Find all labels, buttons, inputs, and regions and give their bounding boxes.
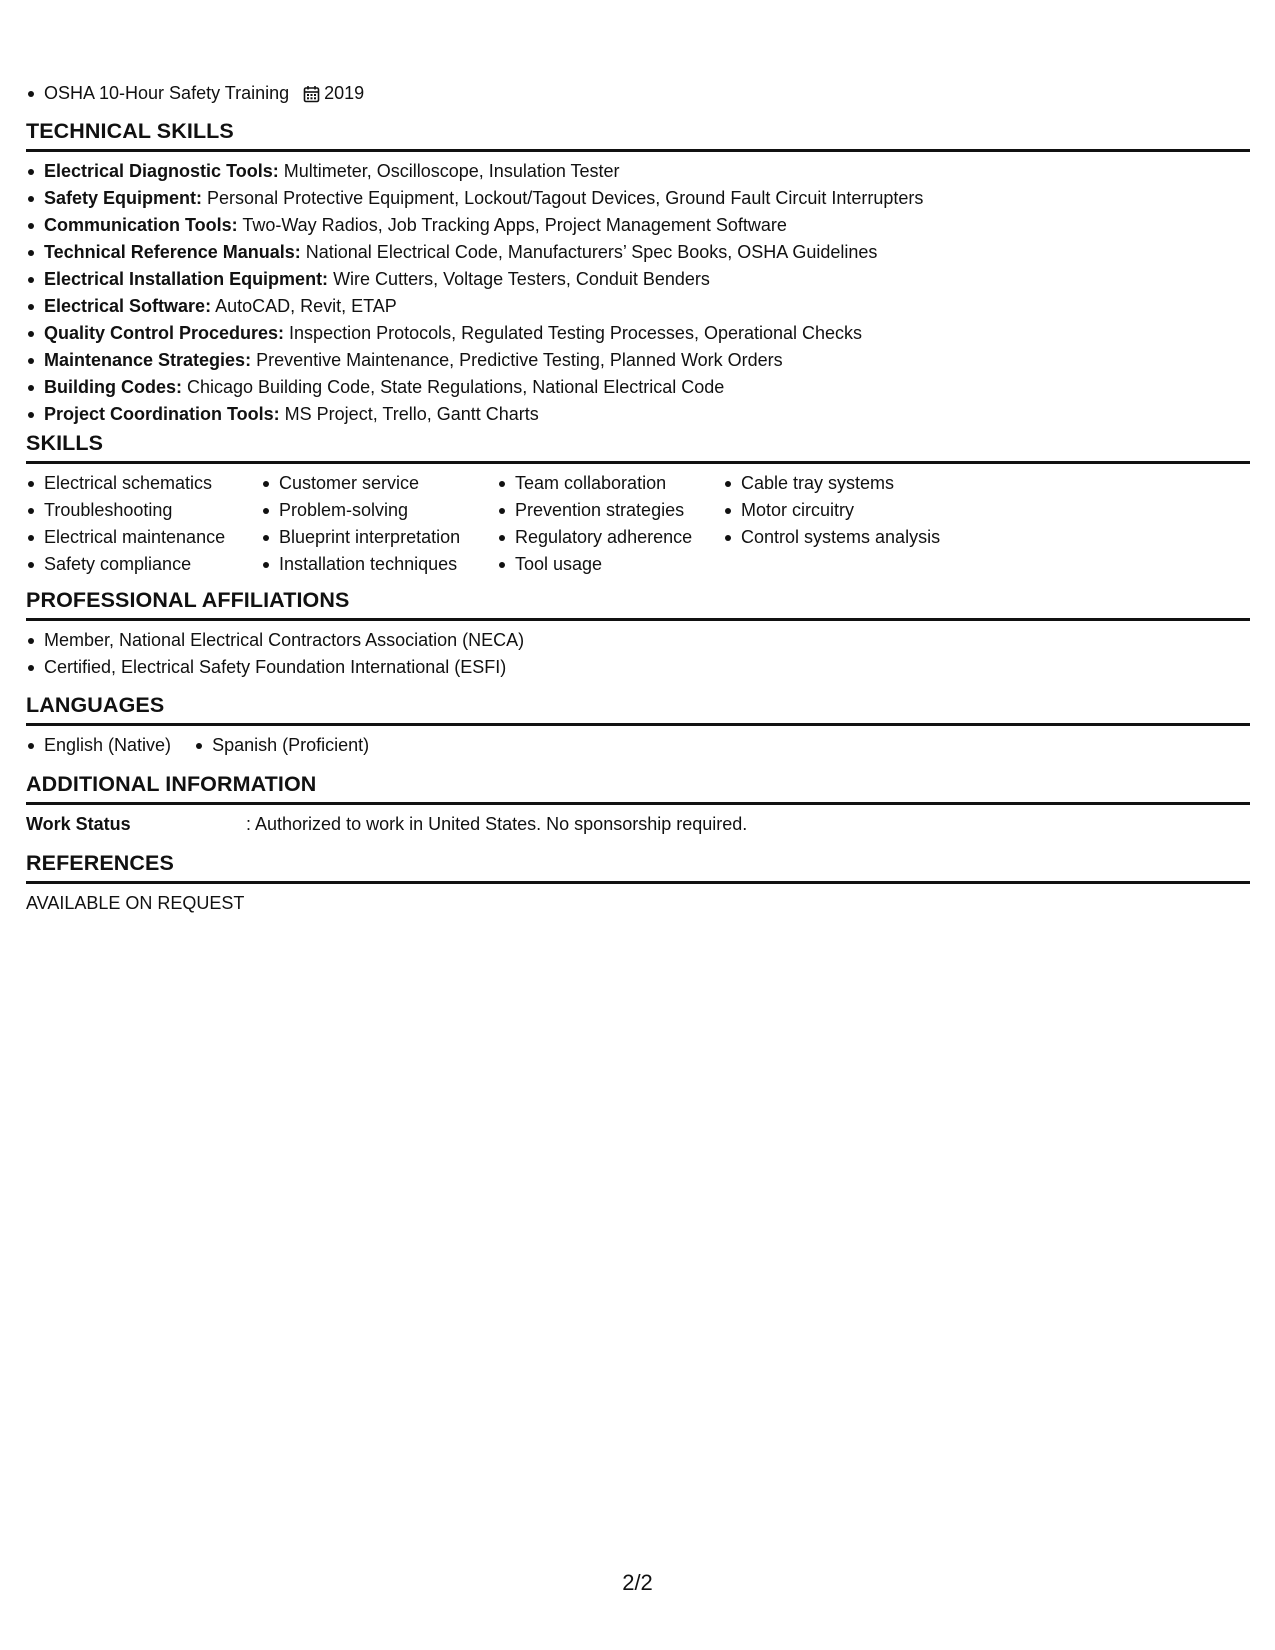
list-item: Team collaboration <box>497 470 723 497</box>
additional-info-section <box>26 771 1250 837</box>
list-item: Blueprint interpretation <box>261 524 497 551</box>
list-item: English (Native) <box>26 732 171 759</box>
skill-category: Building Codes: <box>44 377 182 397</box>
skills-column <box>26 470 261 578</box>
section-divider <box>26 723 1250 726</box>
section-divider <box>26 802 1250 805</box>
list-item: Regulatory adherence <box>497 524 723 551</box>
skill-category: Technical Reference Manuals: <box>44 242 301 262</box>
certification-year: 2019 <box>324 83 365 103</box>
references-text: AVAILABLE ON REQUEST <box>26 893 245 913</box>
list-item <box>26 158 1250 185</box>
skills-column <box>497 470 723 578</box>
skill-values: Wire Cutters, Voltage Testers, Conduit Benders <box>328 269 710 289</box>
skill-category: Electrical Diagnostic Tools: <box>44 161 279 181</box>
skill-category: Safety Equipment: <box>44 188 203 208</box>
certification-item <box>26 80 364 107</box>
section-title: ADDITIONAL INFORMATION <box>26 772 317 796</box>
skill-values: Multimeter, Oscilloscope, Insulation Tester <box>278 161 620 181</box>
skill-values: Preventive Maintenance, Predictive Testing, Planned Work Orders <box>251 350 783 370</box>
list-item <box>26 293 1250 320</box>
skills-column <box>261 470 497 578</box>
page-number: 2/2 <box>622 1570 653 1595</box>
list-item: Problem-solving <box>261 497 497 524</box>
section-title: REFERENCES <box>26 851 174 875</box>
section-title: PROFESSIONAL AFFILIATIONS <box>26 588 350 612</box>
affiliations-section <box>26 587 1250 681</box>
certification-name: OSHA 10-Hour Safety Training <box>44 83 290 103</box>
list-item <box>26 239 1250 266</box>
work-status-row <box>26 811 1250 837</box>
calendar-icon <box>303 85 320 103</box>
list-item: Certified, Electrical Safety Foundation International (ESFI) <box>26 654 1250 681</box>
skill-values: Two-Way Radios, Job Tracking Apps, Project Management Software <box>237 215 787 235</box>
list-item <box>26 185 1250 212</box>
technical-skills-list <box>26 158 1250 428</box>
list-item: Safety compliance <box>26 551 261 578</box>
list-item: Electrical schematics <box>26 470 261 497</box>
list-item <box>26 347 1250 374</box>
list-item: Electrical maintenance <box>26 524 261 551</box>
list-item: Motor circuitry <box>723 497 983 524</box>
skill-values: National Electrical Code, Manufacturers’ Spec Books, OSHA Guidelines <box>300 242 878 262</box>
list-item <box>26 266 1250 293</box>
section-divider <box>26 149 1250 152</box>
skills-section <box>26 430 1250 578</box>
skill-values: Inspection Protocols, Regulated Testing Processes, Operational Checks <box>284 323 863 343</box>
list-item: Member, National Electrical Contractors Association (NECA) <box>26 627 1250 654</box>
skill-category: Quality Control Procedures: <box>44 323 285 343</box>
list-item: Spanish (Proficient) <box>194 732 369 759</box>
skills-column <box>723 470 983 578</box>
skill-values: MS Project, Trello, Gantt Charts <box>279 404 539 424</box>
skill-category: Electrical Installation Equipment: <box>44 269 329 289</box>
list-item <box>26 320 1250 347</box>
section-title: SKILLS <box>26 431 104 455</box>
list-item: Control systems analysis <box>723 524 983 551</box>
list-item <box>26 374 1250 401</box>
section-divider <box>26 461 1250 464</box>
list-item: Installation techniques <box>261 551 497 578</box>
section-divider <box>26 881 1250 884</box>
list-item: Customer service <box>261 470 497 497</box>
skill-category: Maintenance Strategies: <box>44 350 252 370</box>
technical-skills-section <box>26 118 1250 428</box>
work-status-value: : Authorized to work in United States. No sponsorship required. <box>246 814 748 834</box>
skill-values: Chicago Building Code, State Regulations, National Electrical Code <box>182 377 725 397</box>
skill-category: Communication Tools: <box>44 215 238 235</box>
skill-category: Electrical Software: <box>44 296 212 316</box>
references-section <box>26 850 1250 916</box>
list-item: Troubleshooting <box>26 497 261 524</box>
languages-section <box>26 692 1250 759</box>
list-item: Tool usage <box>497 551 723 578</box>
list-item <box>26 401 1250 428</box>
skills-columns <box>26 470 1250 578</box>
skill-values: AutoCAD, Revit, ETAP <box>211 296 397 316</box>
certification-list <box>26 80 364 107</box>
section-divider <box>26 618 1250 621</box>
languages-list <box>26 732 1250 759</box>
skill-values: Personal Protective Equipment, Lockout/Tagout Devices, Ground Fault Circuit Interrupters <box>202 188 924 208</box>
work-status-label: Work Status <box>26 814 131 834</box>
section-title: TECHNICAL SKILLS <box>26 119 234 143</box>
affiliations-list <box>26 627 1250 681</box>
list-item: Cable tray systems <box>723 470 983 497</box>
section-title: LANGUAGES <box>26 693 165 717</box>
list-item: Prevention strategies <box>497 497 723 524</box>
list-item <box>26 212 1250 239</box>
skill-category: Project Coordination Tools: <box>44 404 280 424</box>
